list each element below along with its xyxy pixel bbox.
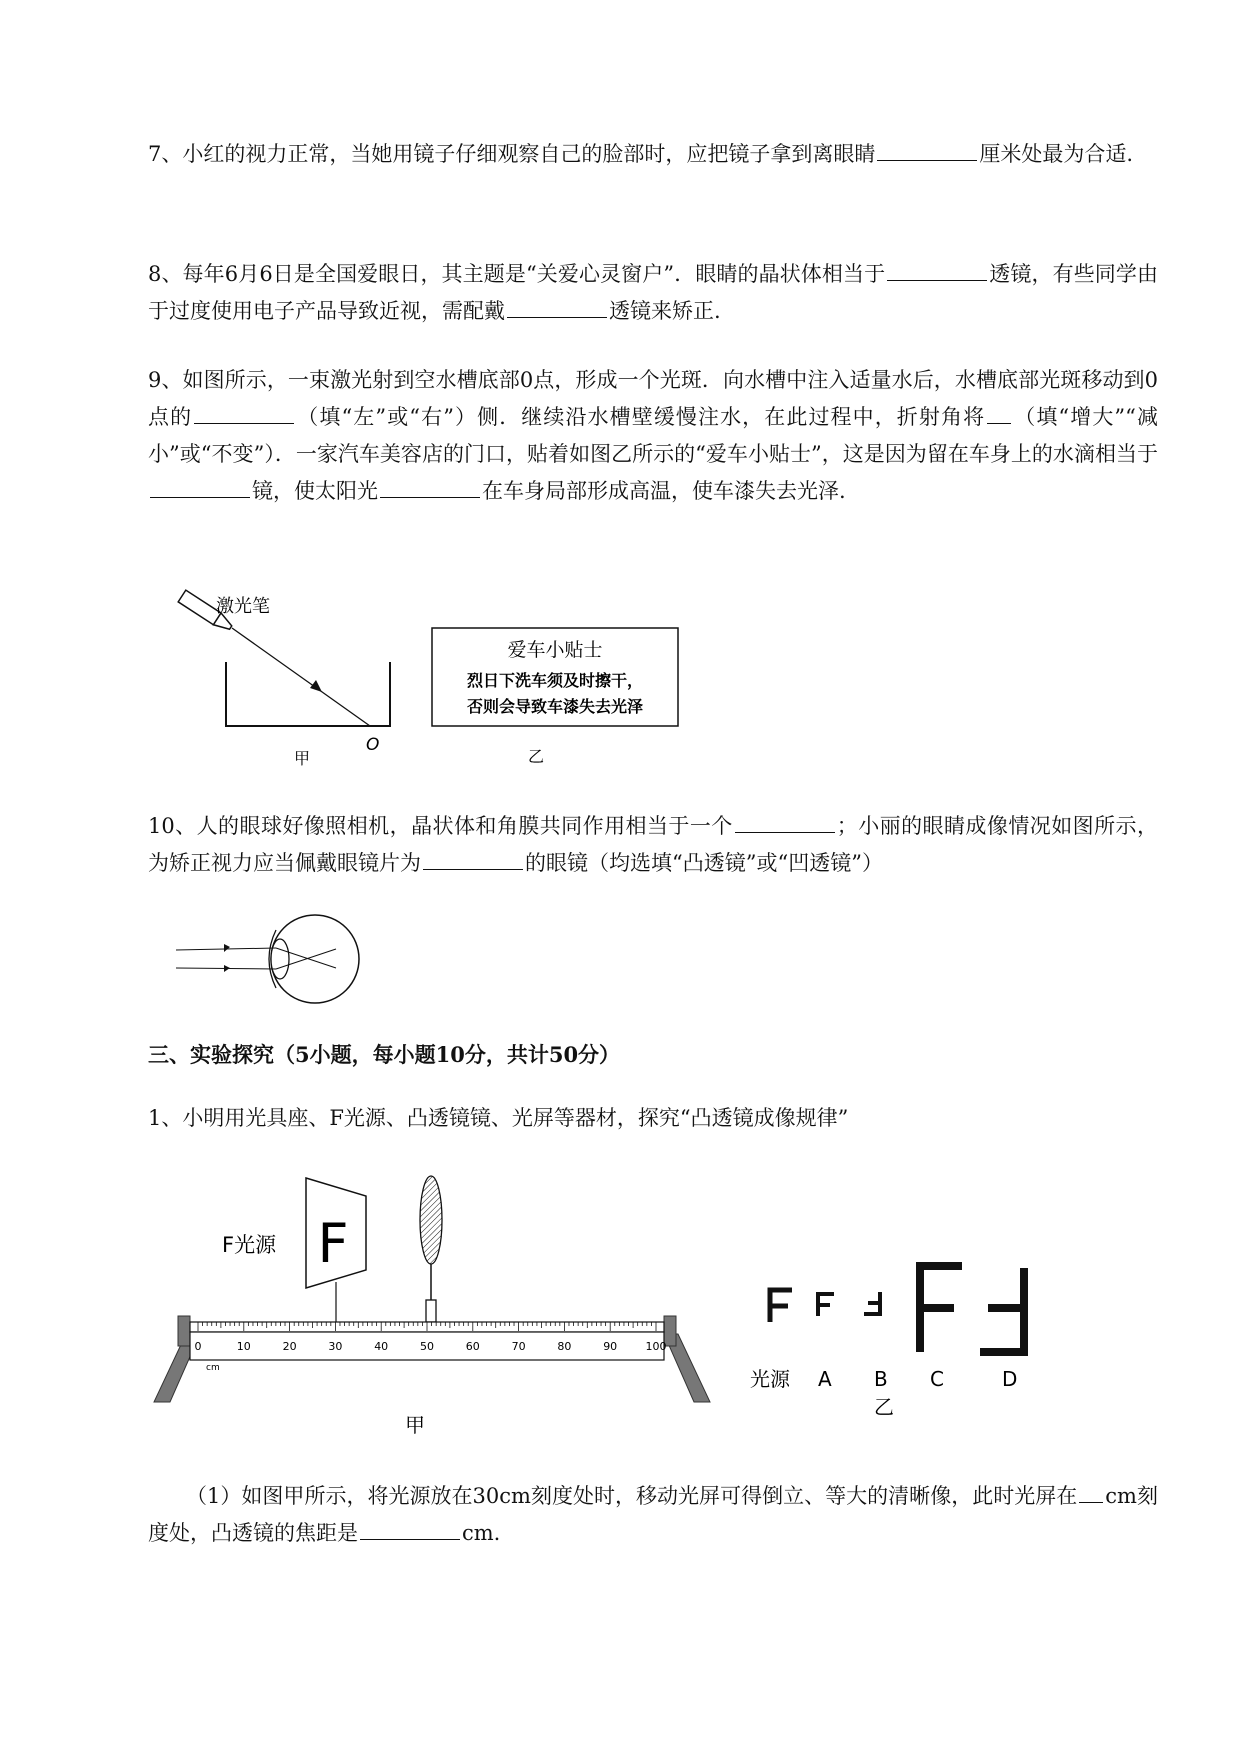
q9-blank-3[interactable]: [150, 475, 250, 498]
bench-tick-label: 0: [194, 1340, 202, 1353]
q9-text-1: 9、如图所示，一束激光射到空水槽底部0点，形成一个光斑．向水槽中注入适量水后，水槽底部光斑移动到0点的: [148, 368, 1158, 429]
car-tip-line-2: 否则会导致车漆失去光泽: [466, 697, 644, 716]
source-label: F光源: [222, 1233, 277, 1257]
laser-pen-label: 激光笔: [216, 596, 270, 617]
laser-beam: [232, 628, 370, 726]
bench-tick-label: 10: [236, 1340, 251, 1353]
option-c-f: [920, 1266, 962, 1352]
option-b-f: [864, 1292, 880, 1314]
car-tip-line-1: 烈日下洗车须及时擦干，: [466, 671, 644, 690]
car-tip-title: 爱车小贴士: [507, 639, 603, 661]
sub1-blank-2[interactable]: [360, 1517, 460, 1540]
bench-tick-label: 70: [511, 1340, 526, 1353]
q8-blank-1[interactable]: [887, 258, 987, 281]
convex-lens: [420, 1176, 442, 1264]
figure-laser-tank: [170, 590, 690, 770]
q10-text-2: ；小丽的眼睛成像情况如图所示，为矫正视力应当佩戴眼镜片为: [148, 814, 1158, 875]
question-7: [148, 136, 1158, 173]
q7-blank[interactable]: [877, 138, 977, 161]
q7-text-2: 厘米处最为合适.: [979, 142, 1134, 166]
q7-text-1: 7、小红的视力正常，当她用镜子仔细观察自己的脸部时，应把镜子拿到离眼睛: [148, 142, 876, 166]
bench-tick-label: 80: [557, 1340, 572, 1353]
question-10: [148, 808, 1158, 882]
option-label-d: D: [1002, 1367, 1018, 1391]
option-a-f: [818, 1294, 834, 1316]
q8-text-3: 透镜来矫正.: [609, 299, 721, 323]
option-yi-label: 乙: [874, 1395, 894, 1419]
q8-text-1: 8、每年6月6日是全国爱眼日，其主题是“关爱心灵窗户”．眼睛的晶状体相当于: [148, 262, 886, 286]
q9-text-5: 在车身局部形成高温，使车漆失去光泽.: [482, 479, 846, 503]
bench-cm-label: cm: [206, 1363, 220, 1373]
option-label-c: C: [930, 1367, 944, 1391]
bench-jia-label: 甲: [405, 1413, 425, 1437]
figure-yi-label: 乙: [528, 747, 545, 766]
sub1-text-3: cm.: [462, 1521, 501, 1545]
sub1-text-1: （1）如图甲所示，将光源放在30cm刻度处时，移动光屏可得倒立、等大的清晰像，此时光屏在: [186, 1484, 1078, 1508]
experiment-1-text: 1、小明用光具座、F光源、凸透镜镜、光屏等器材，探究“凸透镜成像规律”: [148, 1106, 849, 1130]
option-label-source: 光源: [750, 1367, 790, 1391]
q8-blank-2[interactable]: [507, 295, 607, 318]
option-d-f: [980, 1268, 1024, 1352]
q10-text-3: 的眼镜（均选填“凸透镜”或“凹透镜”）: [525, 851, 883, 875]
figure-jia-label: 甲: [294, 749, 311, 768]
bench-tick-label: 40: [374, 1340, 389, 1353]
sub1-text-2: cm刻度处，凸透镜的焦距是: [148, 1484, 1158, 1545]
q8-text-2: 透镜，有些同学由于过度使用电子产品导致近视，需配戴: [148, 262, 1158, 323]
beam-arrow: [310, 680, 322, 692]
bench-tick-label: 100: [645, 1340, 667, 1353]
image-options: [750, 1266, 1024, 1419]
option-label-a: A: [818, 1367, 832, 1391]
q10-blank-2[interactable]: [423, 847, 523, 870]
section-3-heading: 三、实验探究（5小题，每小题10分，共计50分）: [148, 1042, 621, 1067]
bench-tick-label: 60: [465, 1340, 480, 1353]
q9-blank-1[interactable]: [194, 401, 294, 424]
q9-text-3: （填“增大”“减小”或“不变”）．一家汽车美容店的门口，贴着如图乙所示的“爱车小贴士”，这是因为留在车身上的水滴相当于: [148, 405, 1158, 466]
q9-blank-4[interactable]: [380, 475, 480, 498]
experiment-1-sub-1: [148, 1478, 1158, 1552]
source-f-letter: F: [317, 1212, 349, 1275]
option-label-b: B: [874, 1367, 888, 1391]
question-9: [148, 362, 1158, 510]
q9-blank-2[interactable]: [987, 401, 1011, 424]
bench-left-post: [178, 1316, 190, 1346]
q9-text-2: （填“左”或“右”）侧．继续沿水槽壁缓慢注水，在此过程中，折射角将: [296, 405, 986, 429]
eye-lens: [271, 939, 289, 979]
sub1-blank-1[interactable]: [1079, 1480, 1103, 1503]
bench-tick-label: 30: [328, 1340, 343, 1353]
bench-tick-label: 90: [603, 1340, 618, 1353]
q10-blank-1[interactable]: [735, 810, 835, 833]
point-o-label: O: [366, 735, 380, 755]
figure-eye: [176, 906, 376, 1016]
bench-tick-label: 20: [282, 1340, 297, 1353]
question-8: [148, 256, 1158, 330]
figure-optical-bench: [150, 1170, 1100, 1440]
option-source-f: [770, 1290, 792, 1322]
water-tank: [226, 662, 390, 726]
bench-tick-label: 50: [420, 1340, 434, 1353]
q10-text-1: 10、人的眼球好像照相机，晶状体和角膜共同作用相当于一个: [148, 814, 733, 838]
q9-text-4: 镜，使太阳光: [252, 479, 378, 503]
